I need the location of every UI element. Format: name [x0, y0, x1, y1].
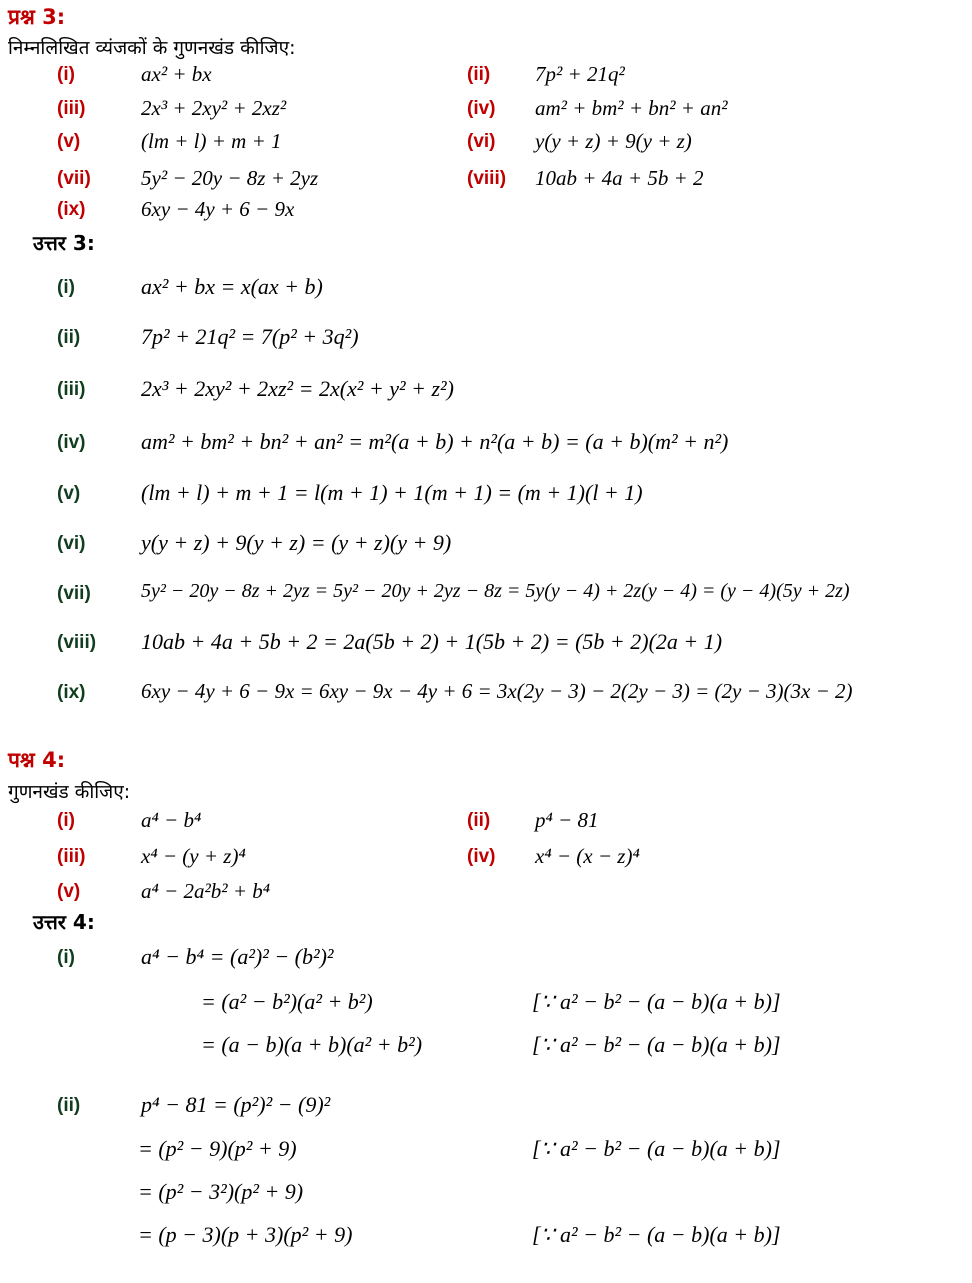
a3-item-label: (vi): [57, 533, 86, 554]
q3-item-expression: 2x³ + 2xy² + 2xz²: [141, 96, 287, 120]
a3-item-label: (i): [57, 277, 75, 298]
q3-item-label: (ix): [57, 199, 86, 220]
a4-i-label: (i): [57, 947, 75, 968]
q4-item-expression: x⁴ − (y + z)⁴: [141, 844, 246, 868]
q4-item-expression: a⁴ − 2a²b² + b⁴: [141, 879, 271, 903]
q3-item-label: (v): [57, 131, 81, 152]
q4-item-label: (ii): [467, 810, 491, 831]
answer-3-heading: उत्तर 3:: [33, 231, 95, 255]
question-3-instruction: निम्नलिखित व्यंजकों के गुणनखंड कीजिए:: [8, 37, 296, 59]
a4-ii-step: p⁴ − 81 = (p²)² − (9)²: [141, 1092, 331, 1117]
a4-ii-identity-note: [∵ a² − b² − (a − b)(a + b)]: [532, 1136, 781, 1161]
a3-item-expression: 6xy − 4y + 6 − 9x = 6xy − 9x − 4y + 6 = 3x(2y − 3) − 2(2y − 3) = (2y − 3)(3x − 2): [141, 679, 853, 703]
a3-item-label: (iii): [57, 379, 86, 400]
a3-item-expression: (lm + l) + m + 1 = l(m + 1) + 1(m + 1) = (m + 1)(l + 1): [141, 480, 643, 505]
a3-item-expression: ax² + bx = x(ax + b): [141, 274, 323, 299]
a3-item-expression: am² + bm² + bn² + an² = m²(a + b) + n²(a + b) = (a + b)(m² + n²): [141, 429, 729, 454]
q3-item-label: (viii): [467, 168, 507, 189]
a3-item-label: (v): [57, 483, 81, 504]
a3-item-label: (ii): [57, 327, 81, 348]
a4-ii-step: = (p − 3)(p + 3)(p² + 9): [138, 1222, 353, 1247]
q4-item-expression: x⁴ − (x − z)⁴: [535, 844, 640, 868]
answer-4-heading: उत्तर 4:: [33, 910, 95, 934]
q3-item-label: (iii): [57, 98, 86, 119]
q3-item-label: (i): [57, 64, 75, 85]
question-4-instruction: गुणनखंड कीजिए:: [8, 781, 131, 803]
a3-item-label: (ix): [57, 682, 86, 703]
q3-item-expression: 6xy − 4y + 6 − 9x: [141, 197, 295, 221]
a3-item-expression: y(y + z) + 9(y + z) = (y + z)(y + 9): [141, 530, 452, 555]
q3-item-expression: 7p² + 21q²: [535, 62, 625, 86]
a4-i-step: a⁴ − b⁴ = (a²)² − (b²)²: [141, 944, 334, 969]
a3-item-label: (viii): [57, 632, 97, 653]
a3-item-expression: 5y² − 20y − 8z + 2yz = 5y² − 20y + 2yz − 8z = 5y(y − 4) + 2z(y − 4) = (y − 4)(5y + 2z): [141, 580, 850, 602]
q3-item-label: (vi): [467, 131, 496, 152]
a3-item-label: (iv): [57, 432, 86, 453]
a4-i-step: = (a² − b²)(a² + b²): [201, 989, 373, 1014]
a3-item-expression: 2x³ + 2xy² + 2xz² = 2x(x² + y² + z²): [141, 376, 454, 401]
a4-ii-step: = (p² − 9)(p² + 9): [138, 1136, 297, 1161]
a4-ii-identity-note: [∵ a² − b² − (a − b)(a + b)]: [532, 1222, 781, 1247]
question-3-heading: प्रश्न 3:: [8, 5, 66, 29]
q3-item-expression: y(y + z) + 9(y + z): [535, 129, 692, 153]
q3-item-expression: (lm + l) + m + 1: [141, 129, 282, 153]
q3-item-label: (iv): [467, 98, 496, 119]
a3-item-expression: 10ab + 4a + 5b + 2 = 2a(5b + 2) + 1(5b + 2) = (5b + 2)(2a + 1): [141, 629, 723, 654]
q4-item-label: (i): [57, 810, 75, 831]
a4-i-identity-note: [∵ a² − b² − (a − b)(a + b)]: [532, 989, 781, 1014]
q4-item-label: (iii): [57, 846, 86, 867]
question-4-heading: पश्न 4:: [8, 748, 66, 772]
q3-item-expression: am² + bm² + bn² + an²: [535, 96, 728, 120]
a4-ii-step: = (p² − 3²)(p² + 9): [138, 1179, 304, 1204]
q3-item-expression: 10ab + 4a + 5b + 2: [535, 166, 704, 190]
q4-item-expression: a⁴ − b⁴: [141, 808, 202, 832]
q3-item-label: (ii): [467, 64, 491, 85]
a3-item-label: (vii): [57, 583, 91, 604]
a4-ii-label: (ii): [57, 1095, 81, 1116]
a4-i-step: = (a − b)(a + b)(a² + b²): [201, 1032, 423, 1057]
q4-item-expression: p⁴ − 81: [535, 808, 599, 832]
q3-item-expression: ax² + bx: [141, 62, 212, 86]
q4-item-label: (iv): [467, 846, 496, 867]
a3-item-expression: 7p² + 21q² = 7(p² + 3q²): [141, 324, 359, 349]
q3-item-expression: 5y² − 20y − 8z + 2yz: [141, 166, 319, 190]
a4-i-identity-note: [∵ a² − b² − (a − b)(a + b)]: [532, 1032, 781, 1057]
q4-item-label: (v): [57, 881, 81, 902]
q3-item-label: (vii): [57, 168, 91, 189]
